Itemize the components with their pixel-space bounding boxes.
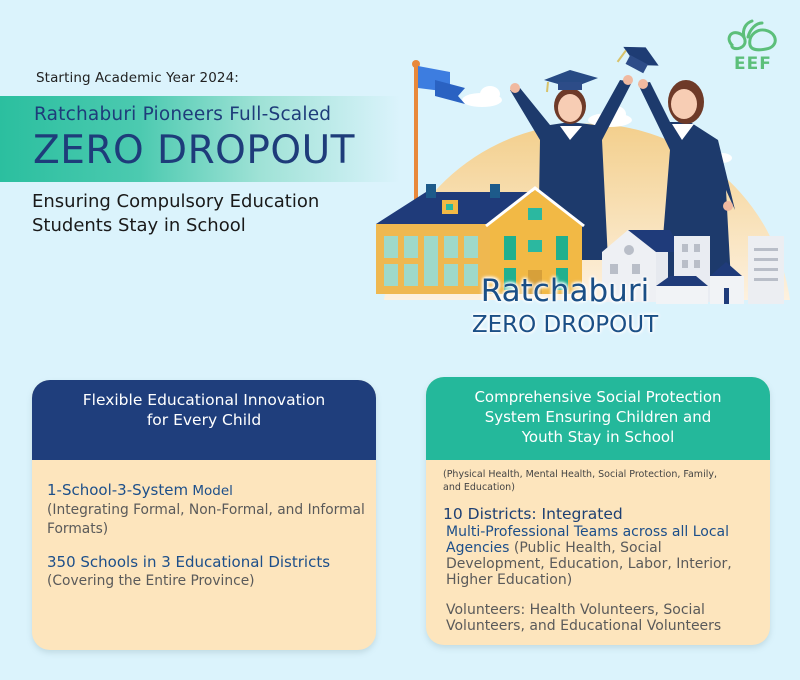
logo-text: EEF [734,54,772,74]
volunteers-line-2: Volunteers, and Educational Volunteers [446,618,722,634]
subtitle [32,190,319,238]
scope-note-line-2: and Education) [443,482,515,493]
title-banner [0,96,400,182]
districts-heading: 10 Districts: Integrated [443,505,623,523]
subtitle-line-1: Ensuring Compulsory Education [32,191,320,212]
item-1-detail-line-1: (Integrating Formal, Non-Formal, and Informal [47,502,365,518]
card-left-title-line-1: Flexible Educational Innovation [82,391,326,409]
kicker-text: Starting Academic Year 2024: [36,70,239,86]
card-right-body [426,460,770,634]
card-left-body [32,460,376,591]
item-2-detail: (Covering the Entire Province) [47,573,255,589]
illustration-title: Ratchaburi [480,273,650,309]
volunteers-line-1: Volunteers: Health Volunteers, Social [446,602,705,618]
hero-illustration [370,30,800,350]
card-left-title-line-2: for Every Child [146,411,262,429]
card-right-title-line-2: System Ensuring Children and [484,408,712,426]
item-1-heading [47,480,376,501]
banner-heading: ZERO DROPOUT [33,128,355,173]
subtitle-line-2: Students Stay in School [32,215,246,236]
teams-line-3: Development, Education, Labor, Interior, [446,556,732,572]
item-1-detail-line-2: Formats) [47,521,109,537]
card-flexible-education [32,380,376,650]
item-1-detail [47,501,376,539]
teams-line-4: Higher Education) [446,572,573,588]
card-social-protection [426,377,770,645]
card-left-header [32,380,376,460]
teams-line-2-bold: Agencies [446,540,510,556]
card-right-title-line-1: Comprehensive Social Protection [474,388,722,406]
item-2-heading: 350 Schools in 3 Educational Districts [47,553,331,571]
item-1-heading-main: 1-School-3-System [47,481,189,499]
scope-note-line-1: (Physical Health, Mental Health, Social Protection, Family, [443,469,717,480]
teams-line-1: Multi-Professional Teams across all Local [446,524,730,540]
card-right-title-line-3: Youth Stay in School [521,428,675,446]
teams-line-2-rest: (Public Health, Social [509,540,662,556]
volunteers-detail [443,602,770,634]
scope-note [443,468,770,494]
teams-detail [443,524,770,588]
graduation-cap-icon [616,38,664,80]
item-1-heading-suffix: Model [188,483,233,499]
illustration-subtitle: ZERO DROPOUT [471,312,659,338]
card-right-header [426,377,770,460]
banner-subheading: Ratchaburi Pioneers Full-Scaled [34,104,332,125]
